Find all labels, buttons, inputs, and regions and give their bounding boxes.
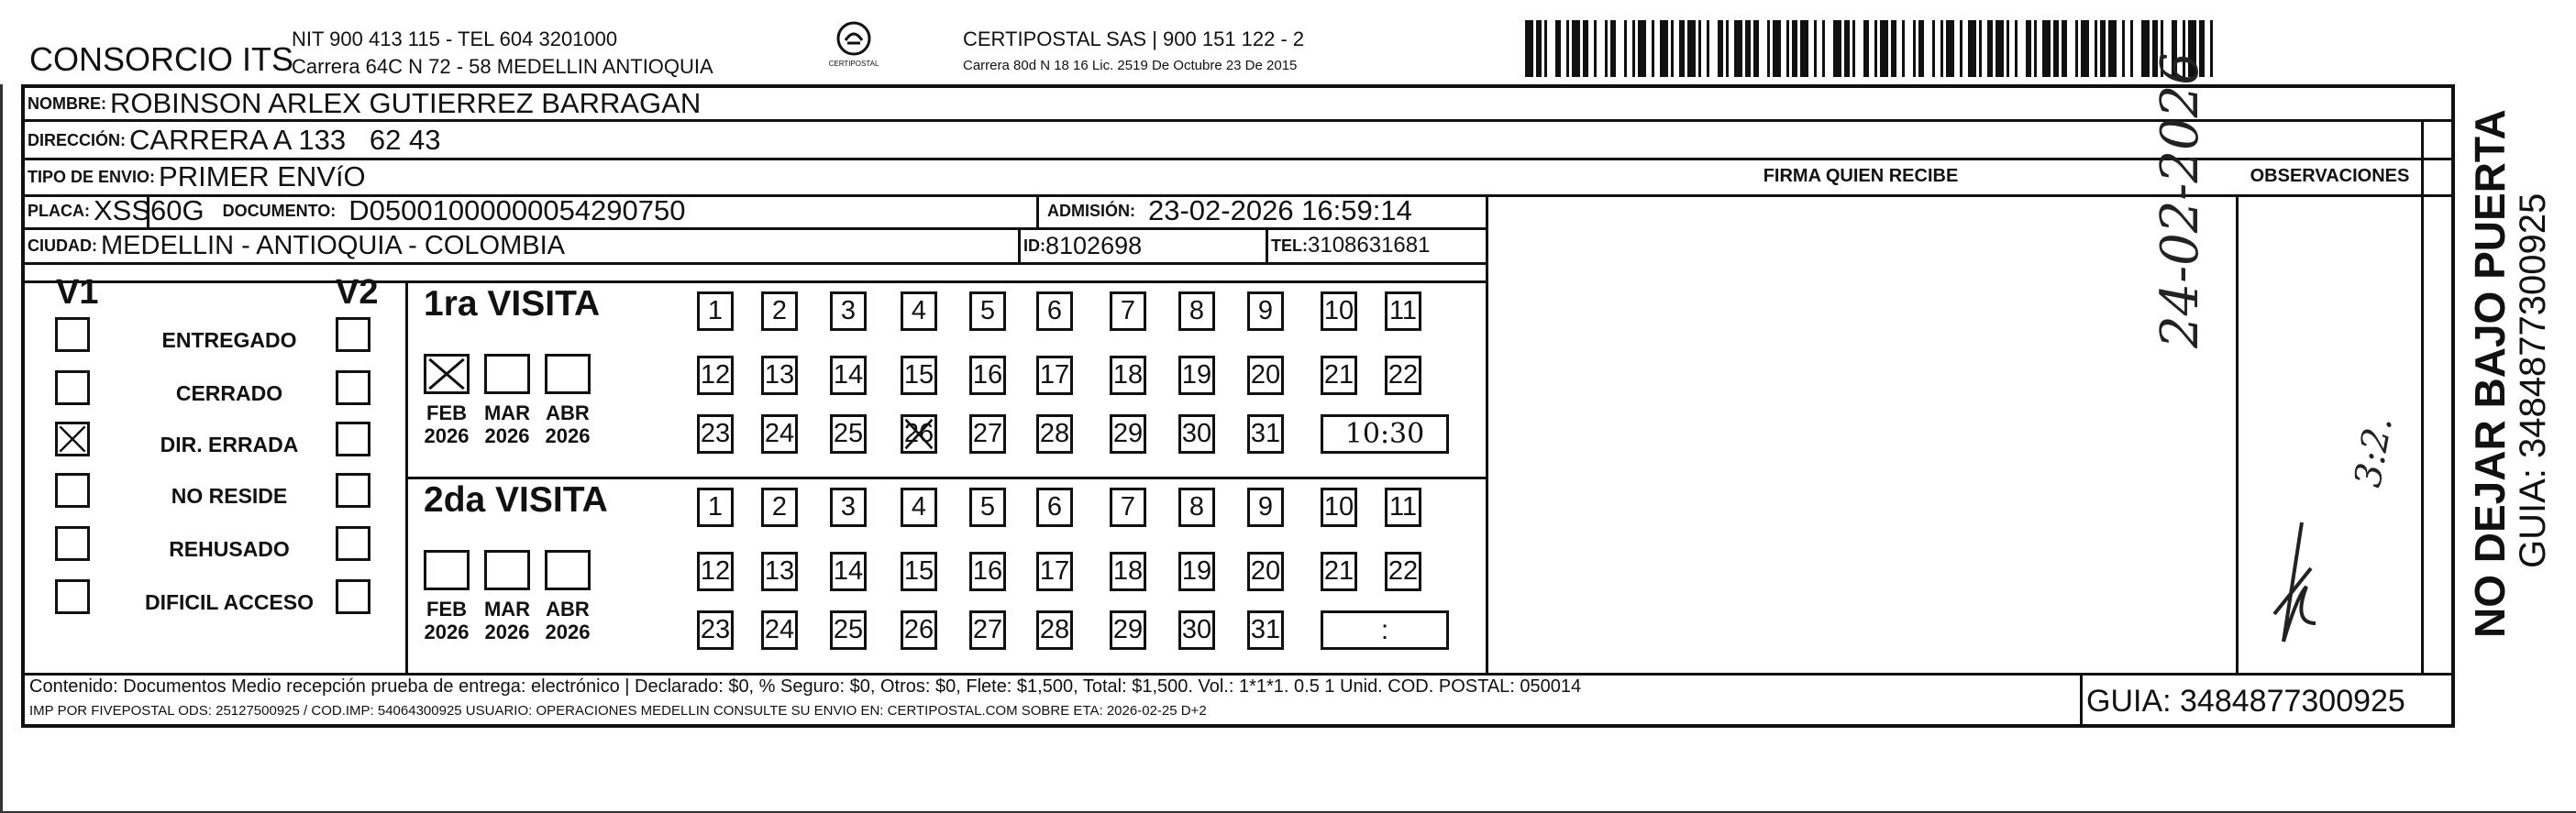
footer-contenido: Contenido: Documentos Medio recepción prueba de entrega: electrónico | Declarado: $0, % Seguro: $0, Otros: $0, Flete: $1,500, Total: $1,500. Vol.: 1*1*1. 0.5 1 Unid. COD. POSTAL: 050014 [29, 676, 1582, 697]
month-label: ABR 2026 [545, 598, 591, 643]
barcode-bar [1638, 20, 1646, 77]
day-box[interactable]: 16 [969, 552, 1006, 591]
v2-checkbox[interactable] [336, 579, 370, 614]
tel-label: TEL: [1271, 236, 1308, 255]
barcode-bar [1745, 20, 1751, 77]
barcode-bar [1734, 20, 1742, 77]
day-box[interactable]: 22 [1385, 356, 1421, 395]
logo-text: CERTIPOSTAL [828, 60, 879, 68]
v1-header: V1 [56, 273, 99, 312]
barcode-bar [1767, 20, 1770, 77]
v2-checkbox[interactable] [336, 317, 370, 352]
day-box[interactable]: 29 [1110, 610, 1146, 650]
day-box[interactable]: 15 [901, 356, 937, 395]
day-box[interactable]: 5 [969, 291, 1006, 331]
month-label: FEB 2026 [424, 598, 470, 643]
day-box[interactable]: 12 [697, 356, 734, 395]
barcode-bar [1583, 20, 1588, 77]
day-box[interactable]: 31 [1247, 610, 1284, 650]
footer-imp: IMP POR FIVEPOSTAL ODS: 25127500925 / COD.IMP: 54064300925 USUARIO: OPERACIONES MEDELLIN CONSULTE SU ENVIO EN: CERTIPOSTAL.COM SOBRE ETA: 2026-02-25 D+2 [29, 703, 1207, 719]
day-box[interactable]: 2 [761, 488, 798, 527]
day-box[interactable]: 18 [1110, 552, 1146, 591]
day-box[interactable]: 19 [1178, 552, 1215, 591]
month-checkbox[interactable] [484, 354, 530, 394]
tipo-envio-label: TIPO DE ENVIO: [28, 167, 156, 186]
day-box[interactable]: 30 [1178, 414, 1215, 454]
day-box[interactable]: 3 [830, 291, 867, 331]
barcode-bar [1946, 20, 1954, 77]
month-checkbox[interactable] [545, 550, 591, 590]
day-box[interactable]: 11 [1385, 488, 1421, 527]
day-box[interactable]: 6 [1036, 291, 1073, 331]
visit-title: 2da VISITA [424, 480, 608, 520]
placa-label: PLACA: [28, 201, 90, 220]
day-box[interactable]: 25 [830, 414, 867, 454]
handwritten-signature [2265, 513, 2329, 651]
day-box[interactable]: 28 [1036, 610, 1073, 650]
admision-label: ADMISIÓN: [1047, 201, 1135, 220]
month-label: FEB 2026 [424, 401, 470, 447]
barcode-bar [2026, 20, 2031, 77]
carrier-name: CERTIPOSTAL SAS | 900 151 122 - 2 [963, 27, 1305, 50]
day-box[interactable]: 20 [1247, 356, 1284, 395]
v2-checkbox[interactable] [336, 422, 370, 456]
certipostal-logo [822, 20, 886, 79]
month-checkbox[interactable] [424, 550, 470, 590]
day-box[interactable]: 25 [830, 610, 867, 650]
barcode-bar [2141, 20, 2150, 77]
barcode-bar [2210, 20, 2213, 77]
v1-checkbox[interactable] [55, 317, 90, 352]
barcode-bar [2015, 20, 2018, 77]
v2-header: V2 [336, 273, 379, 312]
day-box[interactable]: 27 [969, 414, 1006, 454]
barcode-bar [1525, 20, 1533, 77]
v1-checkbox[interactable] [55, 370, 90, 405]
day-box[interactable]: 28 [1036, 414, 1073, 454]
barcode-bar [1624, 20, 1627, 77]
v2-checkbox[interactable] [336, 526, 370, 561]
barcode-bar [1814, 20, 1817, 77]
day-box[interactable]: 23 [697, 414, 734, 454]
day-box[interactable]: 29 [1110, 414, 1146, 454]
direccion-row [28, 123, 441, 158]
day-box[interactable]: 2 [761, 291, 798, 331]
day-box[interactable]: 1 [697, 488, 734, 527]
barcode-bar [1891, 20, 1896, 77]
barcode-bar [1800, 20, 1808, 77]
day-box[interactable]: 21 [1321, 552, 1357, 591]
status-label: CERRADO [175, 381, 283, 405]
status-label: NO RESIDE [171, 484, 288, 508]
admision-cell [1047, 193, 1412, 228]
day-box[interactable]: 8 [1178, 488, 1215, 527]
barcode-bar [1902, 20, 1905, 77]
day-box[interactable]: 21 [1321, 356, 1357, 395]
barcode-bar [1594, 20, 1597, 77]
day-box[interactable]: 4 [901, 488, 937, 527]
barcode-bar [1987, 20, 1993, 77]
barcode-bar [1726, 20, 1729, 77]
barcode-bar [1863, 20, 1869, 77]
observaciones-note-time: 3:2. [2347, 413, 2401, 490]
day-box[interactable]: 7 [1110, 291, 1146, 331]
status-label: DIFICIL ACCESO [144, 590, 314, 614]
day-box[interactable]: 20 [1247, 552, 1284, 591]
documento-value: D05001000000054290750 [348, 194, 686, 226]
sender-name: CONSORCIO ITS [29, 40, 294, 78]
placa-row [28, 193, 686, 228]
direccion-label: DIRECCIÓN: [28, 130, 126, 149]
v1-checkbox[interactable] [55, 526, 90, 561]
id-cell [1023, 228, 1142, 263]
placa-value: XSS60G [94, 194, 205, 226]
day-box[interactable]: 6 [1036, 488, 1073, 527]
barcode-bar [1773, 20, 1781, 77]
month-label: ABR 2026 [545, 401, 591, 447]
barcode-bar [1918, 20, 1924, 77]
barcode-bar [2100, 20, 2106, 77]
nombre-value: ROBINSON ARLEX GUTIERREZ BARRAGAN [110, 87, 702, 119]
barcode-bar [1792, 20, 1797, 77]
barcode-bar [1960, 20, 1962, 77]
month-checkbox[interactable] [484, 550, 530, 590]
barcode-bar [1996, 20, 2004, 77]
day-box[interactable]: 26 [901, 414, 937, 454]
barcode-bar [2062, 20, 2067, 77]
day-box[interactable]: 7 [1110, 488, 1146, 527]
barcode-bar [2007, 20, 2009, 77]
tipo-envio-row [28, 159, 366, 194]
barcode [1525, 20, 2215, 77]
month-label: MAR 2026 [483, 401, 531, 447]
barcode-bar [1536, 20, 1542, 77]
day-box[interactable]: 24 [761, 414, 798, 454]
footer-guia: GUIA: 3484877300925 [2086, 684, 2405, 719]
barcode-bar [1852, 20, 1855, 77]
ciudad-row [28, 228, 565, 263]
status-label: ENTREGADO [161, 328, 297, 352]
status-label: DIR. ERRADA [160, 433, 299, 456]
barcode-bar [2095, 20, 2097, 77]
direccion-value: CARRERA A 133 62 43 [129, 124, 441, 156]
day-box[interactable]: 18 [1110, 356, 1146, 395]
barcode-bar [1874, 20, 1877, 77]
barcode-bar [1572, 20, 1580, 77]
day-box[interactable]: 30 [1178, 610, 1215, 650]
day-box[interactable]: 14 [830, 552, 867, 591]
carrier-license: Carrera 80d N 18 16 Lic. 2519 De Octubre 23 De 2015 [963, 58, 1298, 73]
barcode-bar [1555, 20, 1561, 77]
barcode-bar [1979, 20, 1982, 77]
id-label: ID: [1023, 236, 1045, 255]
v2-checkbox[interactable] [336, 473, 370, 508]
day-box[interactable]: 24 [761, 610, 798, 650]
day-box[interactable]: 5 [969, 488, 1006, 527]
day-box[interactable]: 4 [901, 291, 937, 331]
barcode-bar [1679, 20, 1685, 77]
barcode-bar [1968, 20, 1976, 77]
postal-seal-icon [835, 20, 872, 57]
barcode-bar [2130, 20, 2133, 77]
day-box[interactable]: 27 [969, 610, 1006, 650]
day-box[interactable]: 14 [830, 356, 867, 395]
observaciones-header: OBSERVACIONES [2250, 166, 2410, 186]
barcode-bar [1844, 20, 1850, 77]
ciudad-label: CIUDAD: [28, 236, 97, 255]
admision-value: 23-02-2026 16:59:14 [1148, 194, 1412, 226]
tipo-envio-value: PRIMER ENVíO [159, 160, 366, 192]
barcode-bar [2081, 20, 2089, 77]
tel-cell [1271, 228, 1430, 263]
v1-checkbox[interactable] [55, 422, 90, 456]
barcode-bar [2122, 20, 2125, 77]
sender-address: Carrera 64C N 72 - 58 MEDELLIN ANTIOQUIA [292, 55, 713, 78]
barcode-bar [1698, 20, 1701, 77]
barcode-bar [2053, 20, 2059, 77]
day-box[interactable]: 11 [1385, 291, 1421, 331]
ciudad-value: MEDELLIN - ANTIOQUIA - COLOMBIA [101, 230, 565, 260]
barcode-bar [1544, 20, 1547, 77]
firma-header: FIRMA QUIEN RECIBE [1763, 166, 1959, 186]
barcode-bar [1822, 20, 1825, 77]
sender-nit: NIT 900 413 115 - TEL 604 3201000 [292, 27, 618, 50]
barcode-bar [1610, 20, 1616, 77]
barcode-bar [1566, 20, 1569, 77]
v1-checkbox[interactable] [55, 579, 90, 614]
time-box[interactable]: : [1321, 610, 1449, 650]
time-box[interactable]: 10:30 [1321, 414, 1449, 454]
barcode-bar [2034, 20, 2037, 77]
barcode-bar [1660, 20, 1668, 77]
barcode-bar [1932, 20, 1935, 77]
barcode-bar [1671, 20, 1674, 77]
day-box[interactable]: 15 [901, 552, 937, 591]
status-label: REHUSADO [169, 537, 290, 561]
barcode-bar [1718, 20, 1723, 77]
documento-label: DOCUMENTO: [222, 201, 337, 220]
tel-value: 3108631681 [1308, 233, 1431, 258]
month-label: MAR 2026 [483, 598, 531, 643]
day-box[interactable]: 1 [697, 291, 734, 331]
nombre-label: NOMBRE: [28, 93, 106, 113]
barcode-bar [1913, 20, 1916, 77]
barcode-bar [1687, 20, 1696, 77]
day-box[interactable]: 13 [761, 356, 798, 395]
barcode-bar [1632, 20, 1635, 77]
barcode-bar [1753, 20, 1759, 77]
day-box[interactable]: 10 [1321, 291, 1357, 331]
observaciones-note-date: 24-02-2026 [2150, 52, 2210, 348]
barcode-bar [1605, 20, 1608, 77]
v1-checkbox[interactable] [55, 473, 90, 508]
day-box[interactable]: 12 [697, 552, 734, 591]
day-box[interactable]: 9 [1247, 488, 1284, 527]
barcode-bar [2075, 20, 2078, 77]
barcode-bar [1707, 20, 1709, 77]
side-no-dejar: NO DEJAR BAJO PUERTA [2466, 109, 2514, 638]
side-guia: GUIA: 3484877300925 [2513, 192, 2553, 568]
visit-title: 1ra VISITA [424, 284, 601, 324]
month-checkbox[interactable] [424, 354, 470, 394]
barcode-bar [1786, 20, 1789, 77]
day-box[interactable]: 9 [1247, 291, 1284, 331]
barcode-bar [1833, 20, 1841, 77]
id-value: 8102698 [1045, 231, 1143, 259]
day-box[interactable]: 13 [761, 552, 798, 591]
day-box[interactable]: 16 [969, 356, 1006, 395]
day-box[interactable]: 19 [1178, 356, 1215, 395]
day-box[interactable]: 10 [1321, 488, 1357, 527]
day-box[interactable]: 17 [1036, 356, 1073, 395]
month-checkbox[interactable] [545, 354, 591, 394]
day-box[interactable]: 23 [697, 610, 734, 650]
barcode-bar [1940, 20, 1943, 77]
barcode-bar [2108, 20, 2117, 77]
barcode-bar [2042, 20, 2051, 77]
day-box[interactable]: 17 [1036, 552, 1073, 591]
barcode-bar [1652, 20, 1654, 77]
nombre-row [28, 86, 701, 121]
day-box[interactable]: 8 [1178, 291, 1215, 331]
day-box[interactable]: 31 [1247, 414, 1284, 454]
barcode-bar [1880, 20, 1888, 77]
day-box[interactable]: 26 [901, 610, 937, 650]
day-box[interactable]: 3 [830, 488, 867, 527]
v2-checkbox[interactable] [336, 370, 370, 405]
day-box[interactable]: 22 [1385, 552, 1421, 591]
